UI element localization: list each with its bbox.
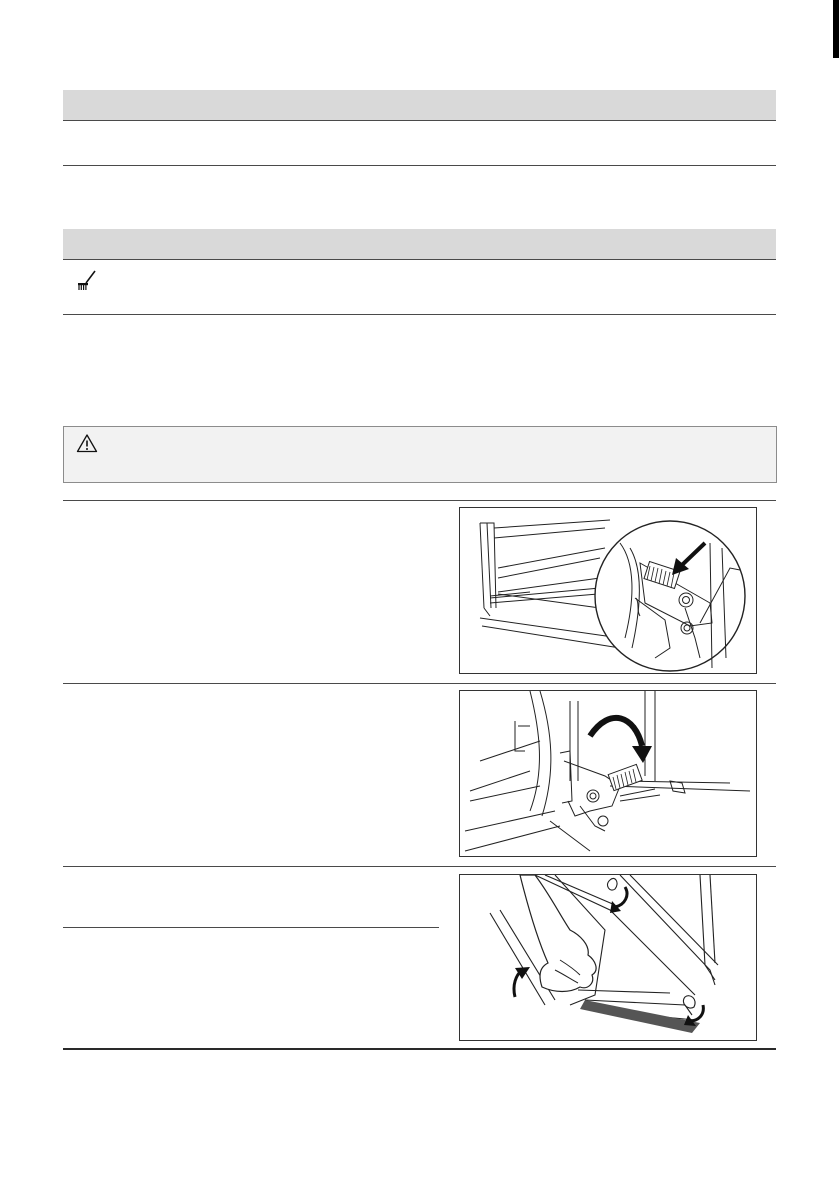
page-edge-tab (833, 0, 839, 58)
step3-mid-rule (63, 927, 439, 928)
step1-top-rule (63, 500, 776, 501)
table2-header-band (63, 229, 776, 260)
table1-header-band (63, 90, 776, 121)
table1-bottom-rule (63, 165, 776, 166)
figure-door-lift (459, 874, 757, 1041)
step3-top-rule (63, 866, 776, 867)
warning-box (63, 426, 777, 483)
warning-triangle-icon (76, 433, 98, 453)
figure-hinge-lever-rotate (459, 690, 757, 857)
step2-top-rule (63, 683, 776, 684)
table2-bottom-rule (63, 314, 776, 315)
cleaning-brush-icon (74, 270, 98, 292)
figure-hinge-lever-arrow (459, 507, 757, 674)
table-bottom-rule (63, 1048, 776, 1050)
